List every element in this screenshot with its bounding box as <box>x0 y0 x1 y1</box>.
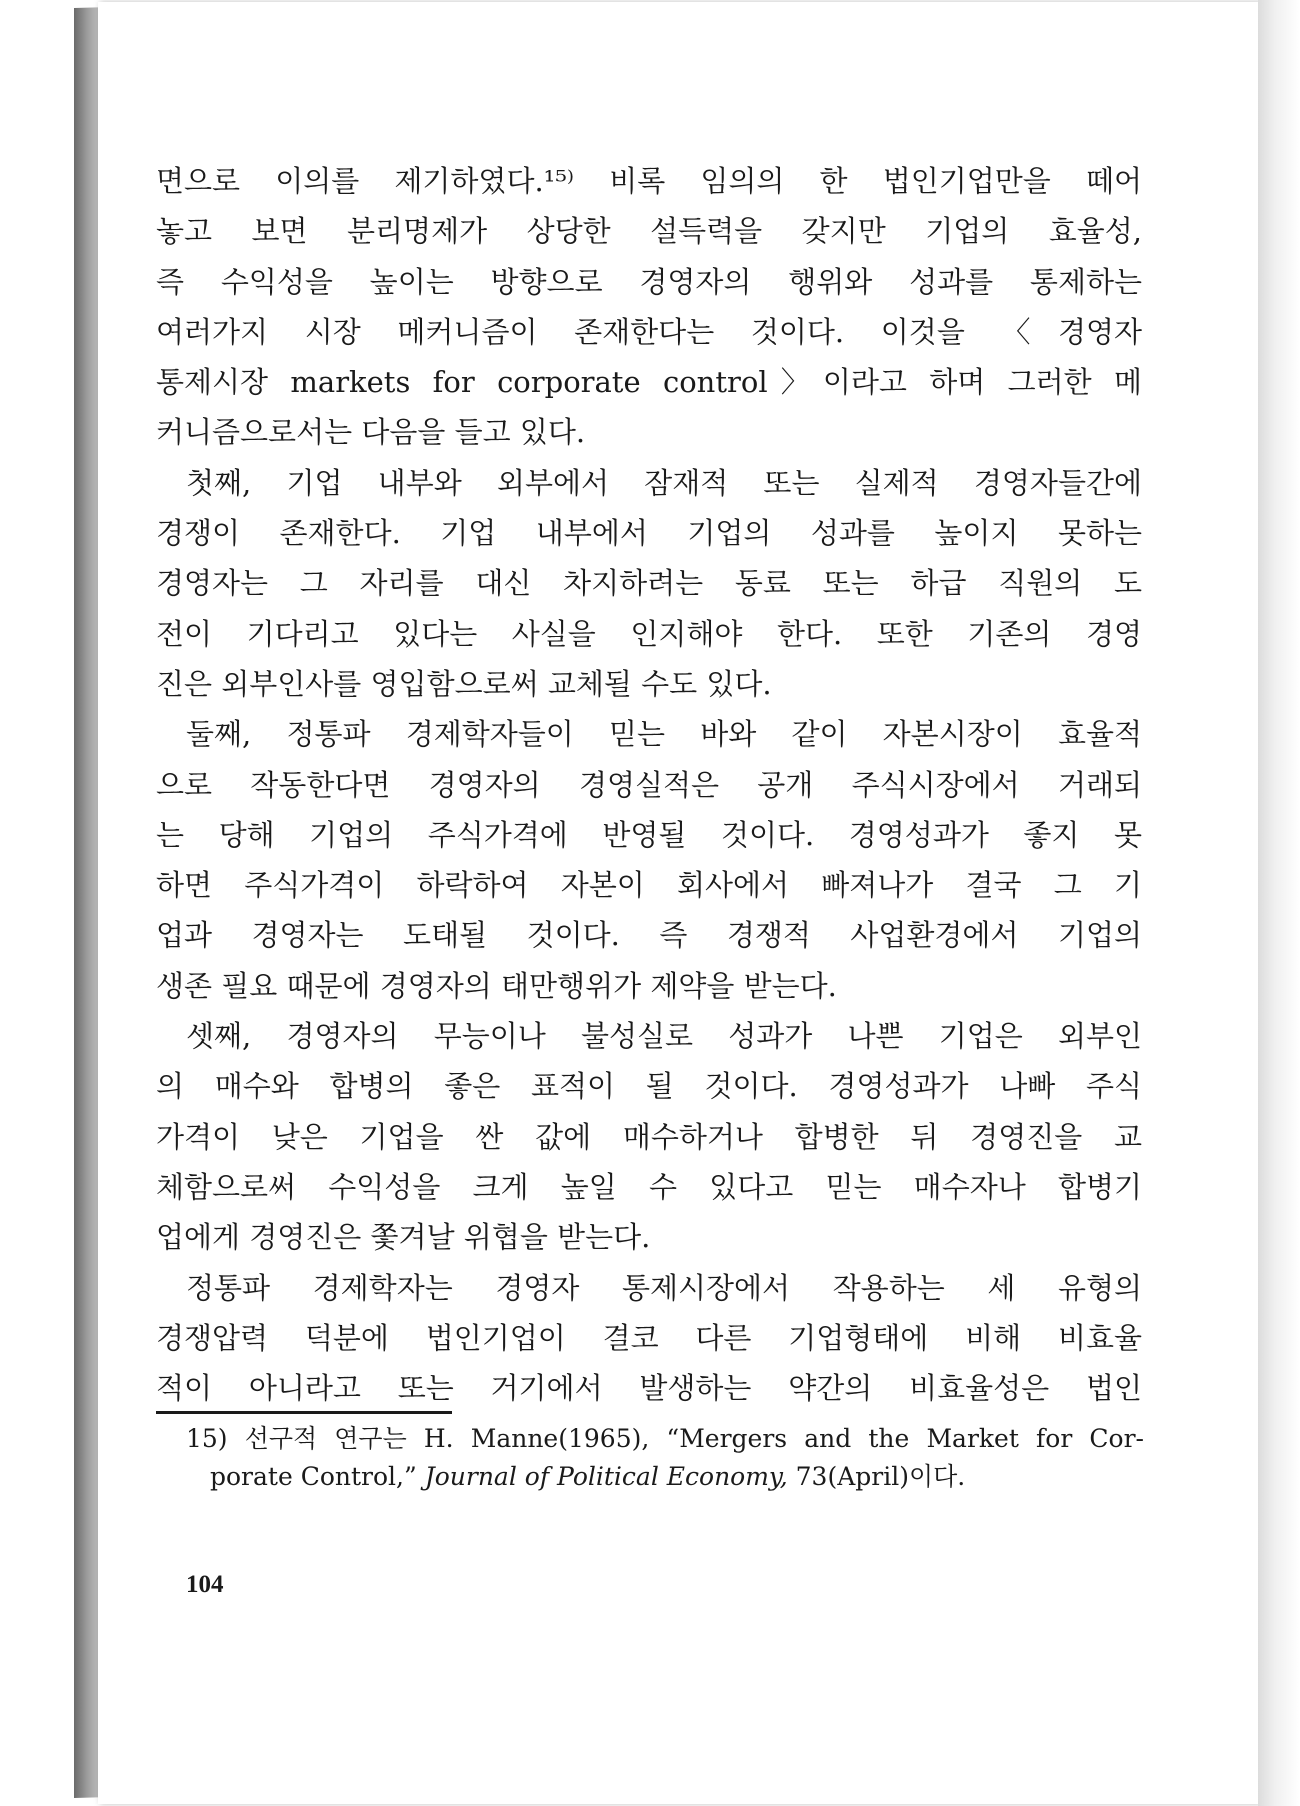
text-line: 업과 경영자는 도태될 것이다. 즉 경쟁적 사업환경에서 기업의 <box>156 918 1142 953</box>
text-line: 생존 필요 때문에 경영자의 태만행위가 제약을 받는다. <box>156 968 837 1003</box>
page-edge-shadow <box>1258 0 1300 1806</box>
text-line: 하면 주식가격이 하락하여 자본이 회사에서 빠져나가 결국 그 기 <box>156 868 1142 903</box>
body-text <box>156 156 1142 1413</box>
footnote-text: porate Control,” <box>210 1462 425 1491</box>
text-line: 는 당해 기업의 주식가격에 반영될 것이다. 경영성과가 좋지 못 <box>156 817 1142 852</box>
text-line: 진은 외부인사를 영입함으로써 교체될 수도 있다. <box>156 666 772 701</box>
text-line: 커니즘으로서는 다음을 들고 있다. <box>156 415 586 450</box>
text-line: 업에게 경영진은 쫓겨날 위협을 받는다. <box>156 1220 651 1255</box>
text-line: 놓고 보면 분리명제가 상당한 설득력을 갖지만 기업의 효율성, <box>156 214 1142 249</box>
text-line: 으로 작동한다면 경영자의 경영실적은 공개 주식시장에서 거래되 <box>156 767 1142 802</box>
text-line: 전이 기다리고 있다는 사실을 인지해야 한다. 또한 기존의 경영 <box>156 616 1142 651</box>
text-line: 가격이 낮은 기업을 싼 값에 매수하거나 합병한 뒤 경영진을 교 <box>156 1119 1142 1154</box>
text-line: 면으로 이의를 제기하였다.¹⁵⁾ 비록 임의의 한 법인기업만을 떼어 <box>156 164 1142 198</box>
footnote-divider <box>156 1411 452 1414</box>
text-line: 둘째, 정통파 경제학자들이 믿는 바와 같이 자본시장이 효율적 <box>186 717 1142 752</box>
text-line: 의 매수와 합병의 좋은 표적이 될 것이다. 경영성과가 나빠 주식 <box>156 1069 1142 1104</box>
footnote <box>186 1420 1144 1496</box>
text-line: 첫째, 기업 내부와 외부에서 잠재적 또는 실제적 경영자들간에 <box>186 465 1142 500</box>
text-line: 체함으로써 수익성을 크게 높일 수 있다고 믿는 매수자나 합병기 <box>156 1169 1142 1204</box>
text-line: 경영자는 그 자리를 대신 차지하려는 동료 또는 하급 직원의 도 <box>156 566 1142 601</box>
text-line: 정통파 경제학자는 경영자 통제시장에서 작용하는 세 유형의 <box>186 1270 1142 1305</box>
text-line: 통제시장 markets for corporate control〉이라고 하며 그러한 메 <box>156 365 1142 400</box>
text-line: 적이 아니라고 또는 거기에서 발생하는 약간의 비효율성은 법인 <box>156 1371 1142 1406</box>
text-line: 여러가지 시장 메커니즘이 존재한다는 것이다. 이것을 〈경영자 <box>156 314 1142 349</box>
text-line: 경쟁압력 덕분에 법인기업이 결코 다른 기업형태에 비해 비효율 <box>156 1320 1142 1355</box>
page-number: 104 <box>186 1571 224 1598</box>
text-line: 셋째, 경영자의 무능이나 불성실로 성과가 나쁜 기업은 외부인 <box>186 1019 1142 1054</box>
footnote-journal-title: Journal of Political Economy, <box>424 1462 788 1491</box>
footnote-text: 73(April)이다. <box>787 1462 966 1491</box>
footnote-line <box>186 1458 1144 1496</box>
text-line: 즉 수익성을 높이는 방향으로 경영자의 행위와 성과를 통제하는 <box>156 264 1142 299</box>
text-line: 경쟁이 존재한다. 기업 내부에서 기업의 성과를 높이지 못하는 <box>156 516 1142 551</box>
footnote-line: 15) 선구적 연구는 H. Manne(1965), “Mergers and the Market for Cor- <box>186 1424 1144 1453</box>
